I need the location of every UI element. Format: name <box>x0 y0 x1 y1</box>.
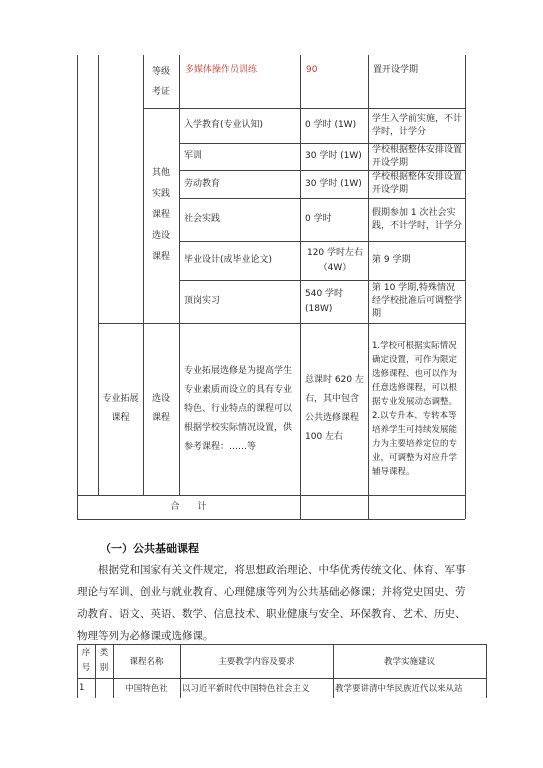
row-hours: 0 学时 <box>305 214 332 224</box>
row-note: 学校根据整体安排设置开设学期 <box>372 144 463 168</box>
expand-course-hours: 总课时 620 左右，其中包含公共选修课程 100 左右 <box>305 375 364 442</box>
row-hours: 30 学时 (1W) <box>305 178 362 189</box>
row-advice: 教学要讲清中华民族近代以来从站 <box>335 684 463 694</box>
grade-cert-hours: 90 <box>306 64 318 75</box>
header-name: 课程名称 <box>129 657 164 667</box>
row-content: 以习近平新时代中国特色社会主义 <box>182 684 310 694</box>
row-hours: 30 学时 (1W) <box>305 151 362 161</box>
row-course: 入学教育(专业认知) <box>184 120 264 130</box>
row-name: 中国特色社 <box>125 684 168 694</box>
row-type <box>95 679 113 697</box>
section-heading: （一）公共基础课程 <box>100 542 199 555</box>
expand-course-type: 选设课程 <box>151 394 170 423</box>
row-course: 社会实践 <box>184 214 221 224</box>
row-hours: 120 学时左右（4W） <box>306 247 364 273</box>
row-note: 学校根据整体安排设置开设学期 <box>372 172 463 195</box>
row-note: 第 9 学期 <box>372 255 411 265</box>
row-note: 第 10 学期,特殊情况经学校批准后可调整学期 <box>372 283 463 319</box>
row-note: 学生入学前实施，不计学时，计学分 <box>372 113 463 137</box>
grade-cert-course: 多媒体操作员训练 <box>185 64 258 75</box>
row-course: 毕业设计(成毕业论文) <box>184 255 273 265</box>
header-type: 类别 <box>99 648 109 673</box>
expand-course-label: 专业拓展课程 <box>102 394 139 423</box>
row-course: 军训 <box>184 151 203 161</box>
header-advice: 教学实施建议 <box>383 657 435 667</box>
row-course: 劳动教育 <box>184 178 221 189</box>
row-hours: 0 学时 (1W) <box>305 120 357 130</box>
row-no: 1 <box>79 683 85 693</box>
row-course: 顶岗实习 <box>184 296 221 306</box>
grade-cert-note: 置开设学期 <box>373 64 419 75</box>
section-paragraph: 根据党和国家有关文件规定，将思想政治理论、中华优秀传统文化、体育、军事理论与军训、创业与就业教育、心理健康等列为公共基础必修课；并将党史国史、劳动教育、语文、英语、数学、信息技术、职业健康与安全、环保教育、艺术、历史、物理等列为必修课或选修课。 <box>77 564 466 642</box>
total-label: 合 计 <box>170 501 207 512</box>
expand-course-desc: 专业拓展选修是为提高学生专业素质而设立的具有专业特色、行业特点的课程可以根据学校实际情况设置，供参考课程：……等 <box>184 365 293 452</box>
header-no: 序号 <box>81 648 91 673</box>
header-content: 主要教学内容及要求 <box>218 657 295 667</box>
expand-course-note: 1.学校可根据实际情况确定设置，可作为限定选修课程、也可以作为任意选修课程，可以根据专业发展动态调整。2.以专升本、专转本等培养学生可持续发展能力为主要培养定位的专业，可调整为对应升学辅导课程。 <box>372 341 458 477</box>
row-note: 假期参加 1 次社会实践，不计学时，计学分 <box>372 207 463 231</box>
other-practice-category: 其他实践课程选设课程 <box>151 168 170 262</box>
row-hours: 540 学时(18W) <box>305 288 344 314</box>
grade-cert-category: 等级考证 <box>151 66 170 97</box>
